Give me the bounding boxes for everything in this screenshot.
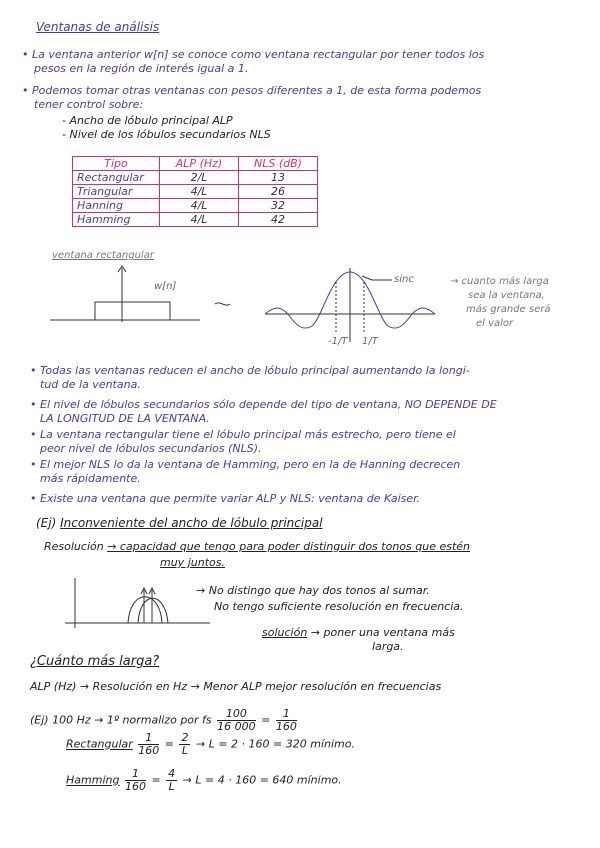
page-title: Ventanas de análisis xyxy=(36,20,160,34)
bullet-2 xyxy=(30,398,497,411)
resolution-line-2: muy juntos. xyxy=(160,556,225,569)
rect-computation xyxy=(66,732,355,757)
table-cell: 4/L xyxy=(160,213,239,227)
sinc-label: sinc xyxy=(394,274,414,285)
resolution-label: Resolución xyxy=(44,540,104,553)
fraction-denominator: 160 xyxy=(275,720,297,733)
table-cell: 32 xyxy=(239,199,318,213)
hamming-label: Hamming xyxy=(66,773,120,787)
table-cell: 26 xyxy=(239,185,318,199)
equals-sign: = xyxy=(164,737,174,751)
bullet-3-cont: peor nivel de lóbulos secundarios (NLS). xyxy=(40,442,262,455)
fraction xyxy=(179,732,190,757)
table-cell: 2/L xyxy=(160,171,239,185)
table-row xyxy=(73,199,318,213)
intro-line-2: pesos en la región de interés igual a 1. xyxy=(34,62,249,75)
figure-note: el valor xyxy=(476,318,514,329)
fraction-numerator: 4 xyxy=(168,767,176,780)
table-cell: Triangular xyxy=(73,185,160,199)
bullet-text: El nivel de lóbulos secundarios sólo depende del tipo de ventana, NO DEPENDE DE xyxy=(40,398,497,411)
intro-line-1 xyxy=(22,48,484,61)
rect-result: → L = 2 · 160 = 320 mínimo. xyxy=(195,737,355,751)
solution-text: → poner una ventana más xyxy=(310,626,455,639)
intro-text: La ventana anterior w[n] se conoce como ventana rectangular por tener todos los xyxy=(32,48,485,61)
bullet-icon: • xyxy=(30,428,37,441)
bullet-1 xyxy=(30,364,470,377)
fraction-denominator: 160 xyxy=(138,744,160,757)
alp-line: ALP (Hz) → Resolución en Hz → Menor ALP mejor resolución en frecuencias xyxy=(30,680,442,693)
fraction xyxy=(166,768,177,793)
fraction-denominator: 160 xyxy=(124,780,146,793)
table-cell: Hanning xyxy=(73,199,160,213)
wn-label: w[n] xyxy=(154,281,177,292)
fraction xyxy=(217,708,256,733)
table-header: NLS (dB) xyxy=(239,157,318,171)
figure-note: más grande será xyxy=(466,304,551,315)
equals-sign: = xyxy=(261,713,271,727)
lobe-curve xyxy=(138,598,168,623)
table-cell: 4/L xyxy=(160,185,239,199)
bullet-icon: • xyxy=(30,398,37,411)
intro-line-4: tener control sobre: xyxy=(34,98,144,111)
table-cell: 4/L xyxy=(160,199,239,213)
table-header-row xyxy=(73,157,318,171)
fraction-denominator: L xyxy=(181,744,189,757)
example-2-text: 100 Hz → 1º normalizo por fs xyxy=(52,713,212,727)
fraction-denominator: L xyxy=(168,780,175,793)
fraction-numerator: 1 xyxy=(276,708,297,721)
bullet-2-cont: LA LONGITUD DE LA VENTANA. xyxy=(40,412,210,425)
table-header: ALP (Hz) xyxy=(160,157,239,171)
bullet-icon: • xyxy=(22,48,29,61)
bullet-text: La ventana rectangular tiene el lóbulo principal más estrecho, pero tiene el xyxy=(40,428,456,441)
bullet-4-cont: más rápidamente. xyxy=(40,472,141,485)
fraction-denominator: 16 000 xyxy=(217,720,256,733)
example-1-heading xyxy=(36,516,323,530)
bullet-icon: • xyxy=(22,84,29,97)
two-tones-sketch xyxy=(60,568,220,630)
hamming-computation xyxy=(66,768,342,793)
bullet-icon: • xyxy=(30,364,37,377)
table-row xyxy=(73,185,318,199)
rect-window-shape xyxy=(95,302,170,320)
hamming-result: → L = 4 · 160 = 640 mínimo. xyxy=(182,773,342,787)
intro-text: Podemos tomar otras ventanas con pesos diferentes a 1, de esta forma podemos xyxy=(32,84,482,97)
fraction-numerator: 1 xyxy=(125,768,146,781)
table-row xyxy=(73,171,318,185)
equals-sign: = xyxy=(151,773,161,787)
bullet-text: El mejor NLS lo da la ventana de Hamming, pero en la de Hanning decrecen xyxy=(40,458,461,471)
bullet-3 xyxy=(30,428,456,441)
resolution-text: → capacidad que tengo para poder distinguir dos tonos que estén xyxy=(107,540,471,553)
example-prefix: (Ej) xyxy=(30,713,49,727)
lobe-curve xyxy=(128,597,162,623)
fraction-numerator: 1 xyxy=(138,732,159,745)
bullet-4 xyxy=(30,458,460,471)
fraction xyxy=(125,768,146,793)
bullet-text: Existe una ventana que permite variar ALP y NLS: ventana de Kaiser. xyxy=(40,492,421,505)
window-table xyxy=(72,156,318,227)
pos-marker-label: 1/T xyxy=(362,336,378,347)
neg-marker-label: -1/T xyxy=(328,336,348,347)
table-cell: Rectangular xyxy=(73,171,160,185)
bullet-5 xyxy=(30,492,420,505)
bullet-icon: • xyxy=(30,458,37,471)
fraction-numerator: 100 xyxy=(217,708,256,721)
table-row xyxy=(73,213,318,227)
intro-sub-2: - Nivel de los lóbulos secundarios NLS xyxy=(62,128,271,141)
tones-note-1: → No distingo que hay dos tonos al sumar. xyxy=(196,584,430,597)
solution-label: solución xyxy=(262,626,308,639)
table-cell: Hamming xyxy=(73,213,160,227)
bullet-icon: • xyxy=(30,492,37,505)
question-heading: ¿Cuánto más larga? xyxy=(30,654,160,669)
fraction-numerator: 2 xyxy=(181,731,189,744)
table-header: Tipo xyxy=(73,157,160,171)
figure-note: → cuanto más larga xyxy=(450,276,549,287)
example-heading-text: Inconveniente del ancho de lóbulo principal xyxy=(60,516,323,530)
example-2-line xyxy=(30,708,299,733)
table-cell: 42 xyxy=(239,213,318,227)
intro-sub-1: - Ancho de lóbulo principal ALP xyxy=(62,114,233,127)
fraction xyxy=(276,708,297,733)
intro-line-3 xyxy=(22,84,481,97)
bullet-text: Todas las ventanas reducen el ancho de lóbulo principal aumentando la longi- xyxy=(40,364,470,377)
solution-line-2: larga. xyxy=(372,640,404,653)
tones-note-2: No tengo suficiente resolución en frecuencia. xyxy=(214,600,464,613)
solution-line xyxy=(262,626,455,639)
fraction xyxy=(138,732,159,757)
bullet-1-cont: tud de la ventana. xyxy=(40,378,141,391)
figure-label: ventana rectangular xyxy=(52,250,154,261)
transform-symbol xyxy=(215,303,230,305)
resolution-line xyxy=(44,540,470,553)
rect-label: Rectangular xyxy=(66,737,133,751)
table-cell: 13 xyxy=(239,171,318,185)
sinc-pointer xyxy=(362,276,392,280)
example-prefix: (Ej) xyxy=(36,516,57,530)
figure-note: sea la ventana, xyxy=(468,290,545,301)
